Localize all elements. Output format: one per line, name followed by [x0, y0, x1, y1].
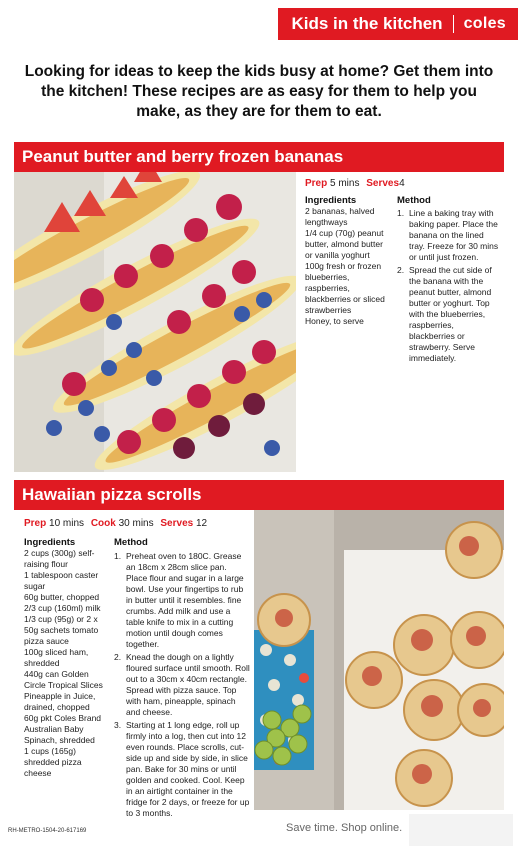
- footer-tagline: Save time. Shop online.: [286, 822, 403, 834]
- intro-text: Looking for ideas to keep the kids busy at home? Get them into the kitchen! These recipes are as easy for them to help you make, as they are for them to eat.: [24, 63, 494, 120]
- ingredient-item: 100g sliced ham, shredded: [24, 647, 89, 668]
- page-header: [0, 0, 518, 56]
- method-step: 1. Preheat oven to 180C. Grease an 18cm x 28cm slice pan. Place flour and sugar in a large bowl. Use your fingertips to rub in butter until it resembles. fine crumbs. Add milk and use a table knife to mix in a cutting motion until dough comes together.: [114, 551, 250, 650]
- recipe2-ingredients-list: [24, 548, 110, 779]
- ingredient-item: 1 cups (165g) shredded pizza cheese: [24, 746, 82, 778]
- header-title: Kids in the kitchen: [291, 14, 443, 33]
- method-step: 1. Line a baking tray with baking paper. Place the banana on the lined tray. Freeze for 30 mins or until just frozen.: [397, 208, 501, 263]
- ingredient-item: 100g fresh or frozen blueberries, raspberries, blackberries or sliced strawberries: [305, 261, 385, 315]
- method-step-text: Spread the cut side of the banana with the peanut butter, almond butter or yoghurt. Top with the blueberries, raspberries, blackberries or strawberry. Serve immediately.: [409, 265, 492, 363]
- recipe1-title: Peanut butter and berry frozen bananas: [14, 142, 504, 172]
- method-step-text: Starting at 1 long edge, roll up firmly into a log, then cut into 12 even rounds. Place scrolls, cut-side up and side by side, in slice pan. Bake for 30 mins or until golden and cooked. Cool. Keep in an airtight container in the fridge for 2 days, or freeze for up to 3 months.: [126, 720, 250, 818]
- recipe2-prep-value: 10 mins: [49, 518, 85, 529]
- recipe2-ingredients-heading: Ingredients: [24, 537, 76, 548]
- recipe2-prep-label: Prep: [24, 518, 47, 529]
- method-step-text: Line a baking tray with baking paper. Place the banana on the lined tray. Freeze for 30 mins or until just frozen.: [409, 208, 499, 262]
- ingredient-item: 1/4 cup (70g) peanut butter, almond butter or vanilla yoghurt: [305, 228, 384, 260]
- recipe1-meta: [305, 178, 405, 189]
- recipe1-method-list: [397, 208, 501, 366]
- ingredient-item: 1 tablespoon caster sugar: [24, 570, 99, 591]
- method-step: 2. Spread the cut side of the banana with the peanut butter, almond butter or yoghurt. Top with the blueberries, raspberries, blackberries or strawberry. Serve immediately.: [397, 265, 501, 364]
- ingredient-item: 440g can Golden Circle Tropical Slices Pineapple in Juice, drained, chopped: [24, 669, 103, 712]
- recipe2-cook-label: Cook: [90, 518, 116, 529]
- recipe2-photo: [254, 510, 504, 810]
- recipe2-title: Hawaiian pizza scrolls: [14, 480, 504, 510]
- ingredient-item: 2 cups (300g) self-raising flour: [24, 548, 95, 569]
- footer-watermark-logo: [409, 814, 513, 846]
- header-divider: [453, 15, 454, 33]
- ingredient-item: Honey, to serve: [305, 316, 364, 326]
- method-step-text: Knead the dough on a lightly floured surface until smooth. Roll out to a 30cm x 40cm rectangle. Spread with pizza sauce. Top with ham, pineapple, spinach and cheese.: [126, 652, 250, 717]
- ingredient-item: 1/3 cup (95g) or 2 x 50g sachets tomato pizza sauce: [24, 614, 99, 646]
- footer-code: RH-METRO-1504-20-617169: [8, 828, 87, 834]
- recipe1-serves-value: 4: [399, 178, 405, 189]
- method-step: 3. Starting at 1 long edge, roll up firmly into a log, then cut into 12 even rounds. Place scrolls, cut-side up and side by side, in slice pan. Bake for 30 mins or until golden and cooked. Cool. Keep in an airtight container in the fridge for 2 days, or freeze for up to 3 months.: [114, 720, 250, 818]
- method-step-text: Preheat oven to 180C. Grease an 18cm x 28cm slice pan. Place flour and sugar in a large bowl. Use your fingertips to rub in butter until it resembles. fine crumbs. Add milk and use a table knife to mix in a cutting motion until dough comes together.: [126, 551, 244, 649]
- recipe2-meta: [24, 518, 207, 529]
- recipe1-method-heading: Method: [397, 195, 431, 206]
- ingredient-item: 2/3 cup (160ml) milk: [24, 603, 101, 613]
- recipe2-method-heading: Method: [114, 537, 148, 548]
- method-step: 2. Knead the dough on a lightly floured surface until smooth. Roll out to a 30cm x 40cm rectangle. Spread with pizza sauce. Top with ham, pineapple, spinach and cheese.: [114, 652, 250, 717]
- header-banner: [278, 8, 518, 40]
- recipe1-prep-label: Prep: [305, 178, 328, 189]
- recipe1-ingredients-list: [305, 206, 391, 327]
- recipe2-serves-label: Serves: [160, 518, 194, 529]
- ingredient-item: 2 bananas, halved lengthways: [305, 206, 375, 227]
- recipe2-serves-value: 12: [195, 518, 208, 529]
- ingredient-item: 60g pkt Coles Brand Australian Baby Spinach, shredded: [24, 713, 102, 745]
- recipe2-method-list: [114, 551, 250, 821]
- brand-logo: coles: [463, 15, 506, 32]
- ingredient-item: 60g butter, chopped: [24, 592, 100, 602]
- recipe1-photo: [14, 172, 296, 472]
- recipe1-ingredients-heading: Ingredients: [305, 195, 357, 206]
- recipe2-cook-value: 30 mins: [118, 518, 154, 529]
- recipe1-prep-value: 5 mins: [330, 178, 360, 189]
- recipe1-serves-label: Serves: [366, 178, 400, 189]
